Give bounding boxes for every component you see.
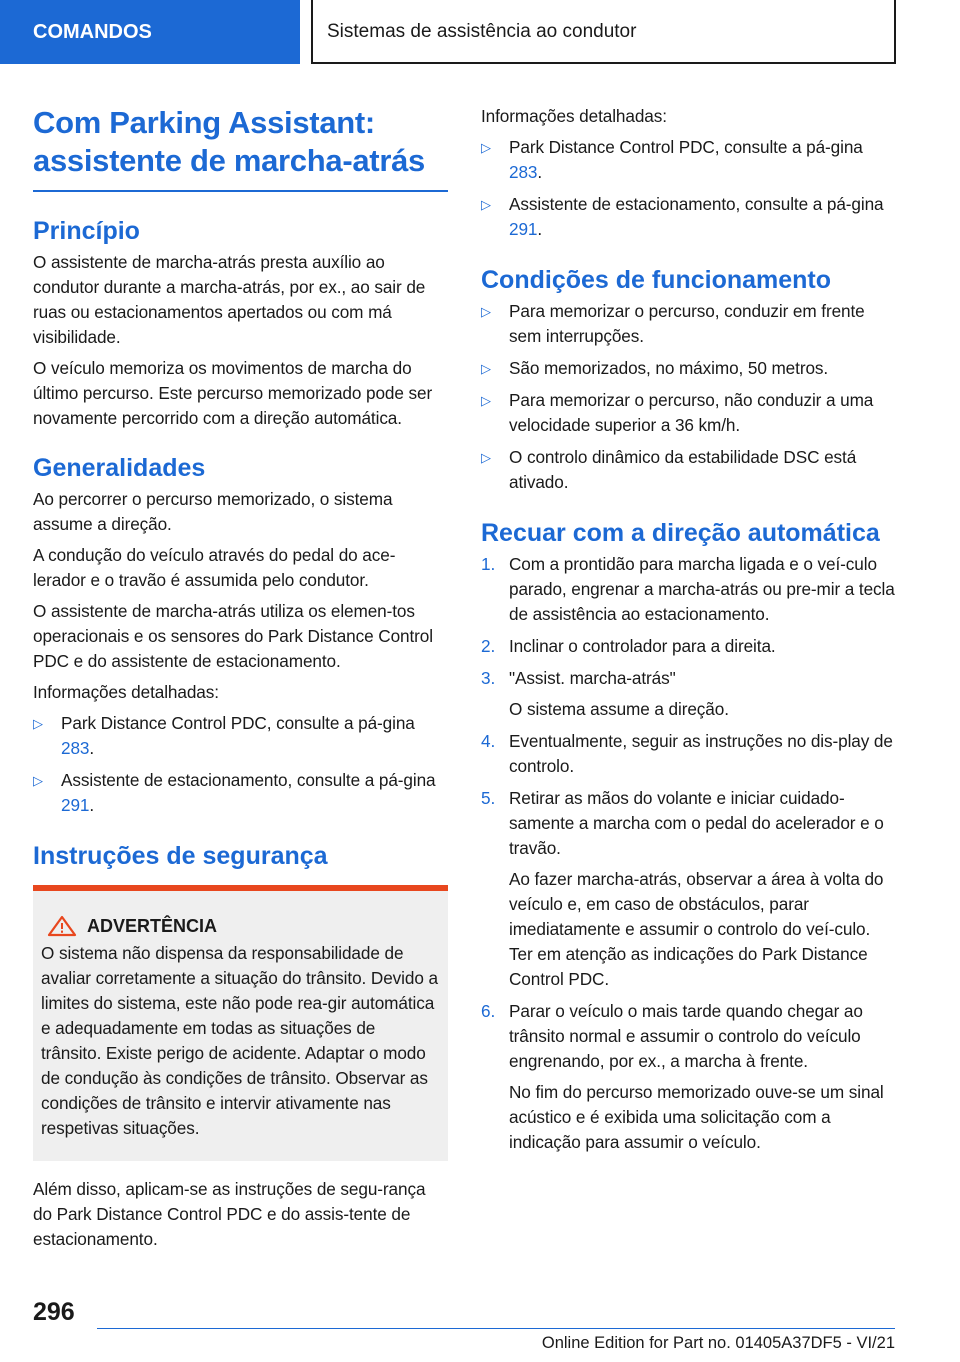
heading-condicoes: Condições de funcionamento: [481, 266, 832, 294]
principio-paragraph-2: O veículo memoriza os movimentos de marcha do último percurso. Este percurso memorizado pode ser novamente percorrido com a direção automática.: [33, 358, 433, 428]
list-item: ▷ Para memorizar o percurso, não conduzir a uma velocidade superior a 36 km/h.: [481, 390, 874, 435]
info-links: [481, 135, 897, 242]
section-tab: COMANDOS: [0, 0, 300, 64]
chapter-title: Sistemas de assistência ao condutor: [311, 0, 896, 64]
list-item: ▷ O controlo dinâmico da estabilidade DSC está ativado.: [481, 447, 857, 492]
list-item: 3. "Assist. marcha-atrás" O sistema assume a direção.: [481, 668, 729, 719]
generalidades-paragraph-1: Ao percorrer o percurso memorizado, o sistema assume a direção.: [33, 489, 393, 534]
triangle-bullet-icon: ▷: [481, 304, 491, 319]
heading-recuar: Recuar com a direção automática: [481, 519, 880, 547]
footer-divider: [97, 1328, 895, 1329]
triangle-bullet-icon: ▷: [481, 450, 491, 465]
page-title-line2: assistente de marcha-atrás: [33, 143, 425, 178]
list-item: 1. Com a prontidão para marcha ligada e o veí-culo parado, engrenar a marcha-atrás ou pre-mir a tecla de assistência ao estacionamento.: [481, 554, 895, 624]
list-item: 6. Parar o veículo o mais tarde quando chegar ao trânsito normal e assumir o controlo do veículo engrenando, por ex., a marcha à frente. No fim do percurso memorizado ouve-se um sinal acústico e é exibida uma solicitação com a indicação para assumir o veículo.: [481, 1001, 884, 1152]
triangle-bullet-icon: ▷: [33, 716, 43, 731]
heading-generalidades: Generalidades: [33, 454, 206, 482]
triangle-bullet-icon: ▷: [481, 197, 491, 212]
generalidades-info-label: Informações detalhadas:: [33, 682, 219, 702]
edition-label: Online Edition for Part no. 01405A37DF5 - VI/21: [541, 1334, 895, 1352]
principio-paragraph-1: O assistente de marcha-atrás presta auxílio ao condutor durante a marcha-atrás, por ex., ao sair de ruas ou estacionamentos apertados ou com má visibilidade.: [33, 252, 426, 347]
generalidades-links: [33, 711, 448, 818]
heading-principio: Princípio: [33, 217, 140, 245]
seguranca-paragraph: Além disso, aplicam-se as instruções de segu-rança do Park Distance Control PDC e do assis-tente de estacionamento.: [33, 1179, 426, 1249]
page-title: [33, 104, 448, 180]
list-item: ▷ Park Distance Control PDC, consulte a pá-gina 283.: [481, 137, 863, 182]
page-link-291[interactable]: 291: [61, 795, 90, 815]
list-item: ▷ Park Distance Control PDC, consulte a pá-gina 283.: [33, 713, 415, 758]
page-link-283[interactable]: 283: [509, 162, 538, 182]
list-item: ▷ São memorizados, no máximo, 50 metros.: [481, 356, 897, 381]
page-link-283[interactable]: 283: [61, 738, 90, 758]
list-item: ▷ Assistente de estacionamento, consulte a pá-gina 291.: [33, 770, 436, 815]
list-item: 4. Eventualmente, seguir as instruções no dis-play de controlo.: [481, 731, 893, 776]
list-item: ▷ Para memorizar o percurso, conduzir em frente sem interrupções.: [481, 301, 865, 346]
condicoes-list: [481, 299, 897, 495]
left-column: [33, 100, 448, 1258]
list-item: ▷ Assistente de estacionamento, consulte a pá-gina 291.: [481, 194, 884, 239]
warning-text: O sistema não dispensa da responsabilidade de avaliar corretamente a situação do trânsito. Devido a limites do sistema, este não pode rea-gir automática e adequadamente em todas as situações de trânsito. Existe perigo de acidente. Adaptar o modo de condução às condições de trânsito. Observar as condições de trânsito e intervir ativamente nas respetivas situações.: [41, 943, 438, 1138]
heading-seguranca: Instruções de segurança: [33, 842, 328, 870]
triangle-bullet-icon: ▷: [481, 140, 491, 155]
warning-title: ADVERTÊNCIA: [41, 913, 440, 939]
recuar-steps: [481, 552, 897, 1155]
triangle-bullet-icon: ▷: [481, 361, 491, 376]
generalidades-paragraph-2: A condução do veículo através do pedal do ace-lerador e o travão é assumida pelo condutor.: [33, 545, 396, 590]
list-item: 5. Retirar as mãos do volante e iniciar cuidado-samente a marcha com o pedal do acelerador e o travão. Ao fazer marcha-atrás, observar a área à volta do veículo e, em caso de obstáculos, parar imediatamente e assumir o controlo do veí-culo. Ter em atenção as indicações do Park Distance Control PDC.: [481, 788, 884, 989]
page-link-291[interactable]: 291: [509, 219, 538, 239]
list-item: 2. Inclinar o controlador para a direita.: [481, 636, 776, 656]
page-number: 296: [33, 1298, 75, 1326]
warning-triangle-icon: [45, 915, 79, 937]
page-title-line1: Com Parking Assistant:: [33, 105, 375, 140]
info-label: Informações detalhadas:: [481, 106, 667, 126]
title-divider: [33, 190, 448, 192]
triangle-bullet-icon: ▷: [33, 773, 43, 788]
right-column: [481, 104, 897, 1162]
generalidades-paragraph-3: O assistente de marcha-atrás utiliza os elemen-tos operacionais e os sensores do Park Distance Control PDC e do assistente de estacionamento.: [33, 601, 433, 671]
warning-box: [33, 885, 448, 1161]
triangle-bullet-icon: ▷: [481, 393, 491, 408]
